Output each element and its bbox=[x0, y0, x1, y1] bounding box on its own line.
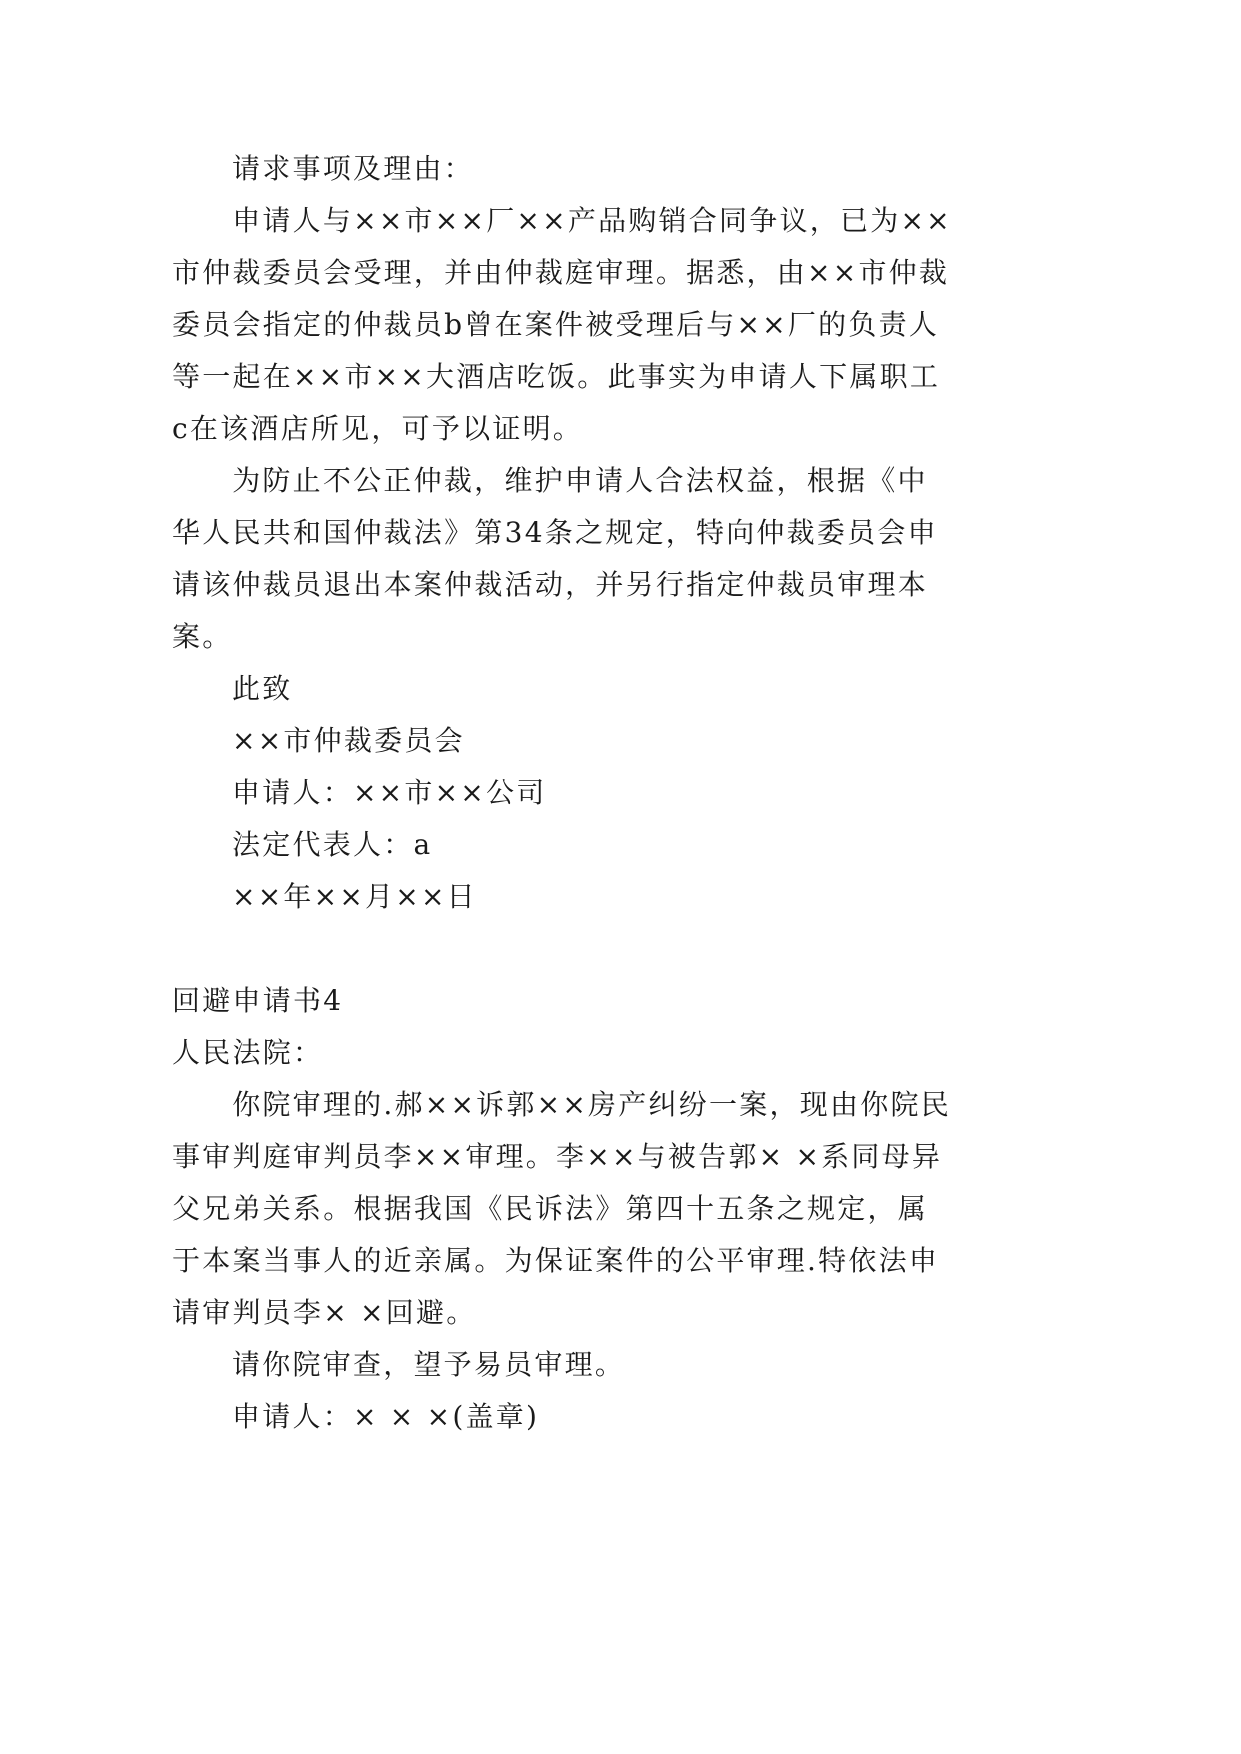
document-body bbox=[172, 143, 952, 1443]
applicant-signature-line: 申请人：× × ×(盖章) bbox=[232, 1400, 540, 1433]
document-title: 回避申请书4 bbox=[172, 984, 344, 1017]
request-line: 请你院审查，望予易员审理。 bbox=[232, 1348, 626, 1381]
salutation: 此致 bbox=[232, 672, 293, 705]
body-paragraph: 你院审理的.郝××诉郭××房产纠纷一案，现由你院民事审判庭审判员李××审理。李××与被告郭× ×系同母异父兄弟关系。根据我国《民诉法》第四十五条之规定，属于本案当事人的近亲属。为保证案件的公平审理.特依法申请审判员李× ×回避。 bbox=[172, 1088, 951, 1329]
date-line: ××年××月××日 bbox=[232, 880, 477, 913]
legal-representative-line: 法定代表人：a bbox=[232, 828, 433, 861]
addressee: 人民法院： bbox=[172, 1036, 324, 1069]
body-paragraph: 为防止不公正仲裁，维护申请人合法权益，根据《中华人民共和国仲裁法》第34条之规定，特向仲裁委员会申请该仲裁员退出本案仲裁活动，并另行指定仲裁员审理本案。 bbox=[172, 464, 938, 653]
recipient: ××市仲裁委员会 bbox=[232, 724, 465, 757]
section-heading: 请求事项及理由： bbox=[232, 152, 474, 185]
body-paragraph: 申请人与××市××厂××产品购销合同争议，已为××市仲裁委员会受理，并由仲裁庭审理。据悉，由××市仲裁委员会指定的仲裁员b曾在案件被受理后与××厂的负责人等一起在××市××大酒店吃饭。此事实为申请人下属职工c在该酒店所见，可予以证明。 bbox=[172, 204, 952, 445]
applicant-line: 申请人：××市××公司 bbox=[232, 776, 547, 809]
section-spacer bbox=[172, 923, 952, 975]
